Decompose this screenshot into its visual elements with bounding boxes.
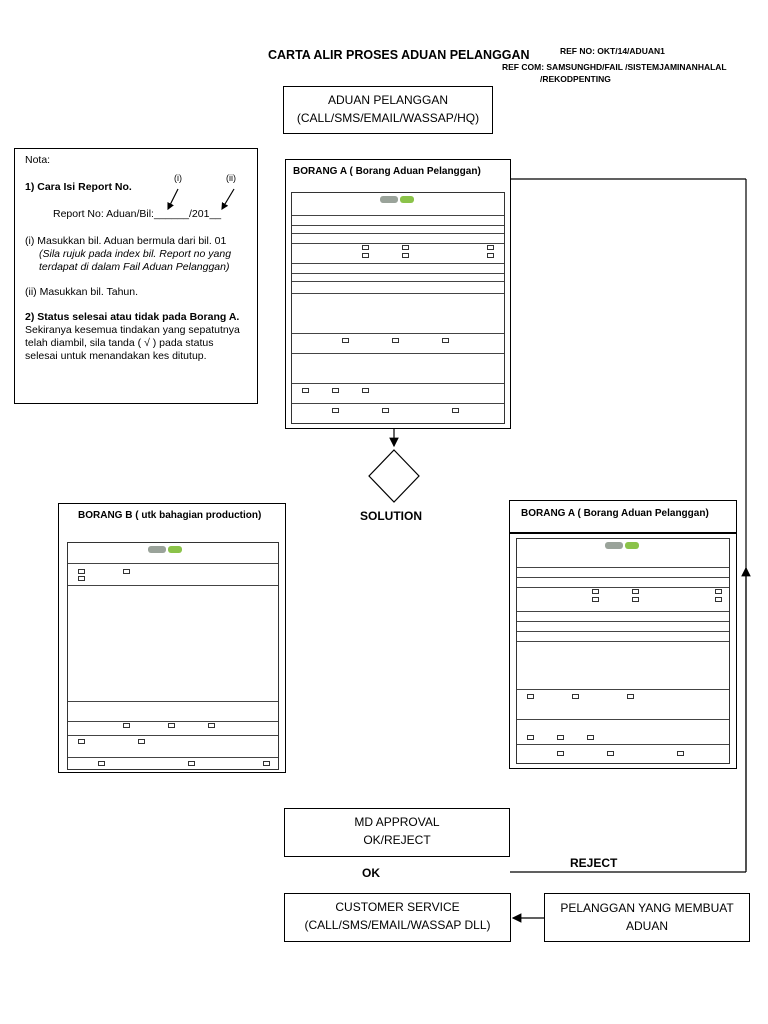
nota-item2-text: Sekiranya kesemua tindakan yang sepatutnya telah diambil, sila tanda ( √ ) pada status selesai untuk menandakan kes ditutup. [25,324,240,362]
nota-i-text: (i) Masukkan bil. Aduan bermula dari bil. 01 [25,235,227,247]
solution-label: SOLUTION [360,509,422,523]
cs-line2: (CALL/SMS/EMAIL/WASSAP DLL) [304,918,491,932]
marker-i: (i) [174,173,182,183]
pelanggan-box [544,893,750,942]
pelanggan-line2: ADUAN [625,919,668,933]
borang-a-right-box [509,533,737,769]
borang-b-thumbnail [67,542,279,770]
reject-label: REJECT [570,856,618,870]
ref-no: REF NO: OKT/14/ADUAN1 [560,46,665,56]
borang-a-right-title: BORANG A ( Borang Aduan Pelanggan) [521,508,709,519]
borang-b-box [58,503,286,773]
borang-a-right-title-box [509,500,737,533]
borang-a-right-thumbnail [516,538,730,764]
pelanggan-line1: PELANGGAN YANG MEMBUAT [560,901,734,915]
ok-label: OK [362,866,380,880]
md-approval-line2: OK/REJECT [363,833,431,847]
aduan-line1: ADUAN PELANGGAN [327,93,449,107]
nota-ii-text: (ii) Masukkan bil. Tahun. [25,286,139,298]
marker-ii: (ii) [226,173,236,183]
aduan-line2: (CALL/SMS/EMAIL/WASSAP/HQ) [296,111,480,125]
cs-line1: CUSTOMER SERVICE [335,900,460,914]
nota-heading: Nota: [25,154,51,166]
page-title: CARTA ALIR PROSES ADUAN PELANGGAN [268,48,530,62]
nota-item2-title: 2) Status selesai atau tidak pada Borang A. [25,311,240,323]
borang-b-title: BORANG B ( utk bahagian production) [78,510,262,521]
md-approval-line1: MD APPROVAL [354,815,440,829]
md-approval-box [284,808,510,857]
ref-com-line2: /REKODPENTING [540,74,611,84]
ref-com-line1: REF COM: SAMSUNGHD/FAIL /SISTEMJAMINANHALAL [502,62,727,72]
borang-a-top-title: BORANG A ( Borang Aduan Pelanggan) [293,166,481,177]
nota-i-italic: (Sila rujuk pada index bil. Report no yang terdapat di dalam Fail Aduan Pelanggan) [39,248,232,273]
report-no-line: Report No: Aduan/Bil:______/201__ [53,208,222,220]
nota-item1-title: 1) Cara Isi Report No. [25,181,132,193]
customer-service-box [284,893,511,942]
